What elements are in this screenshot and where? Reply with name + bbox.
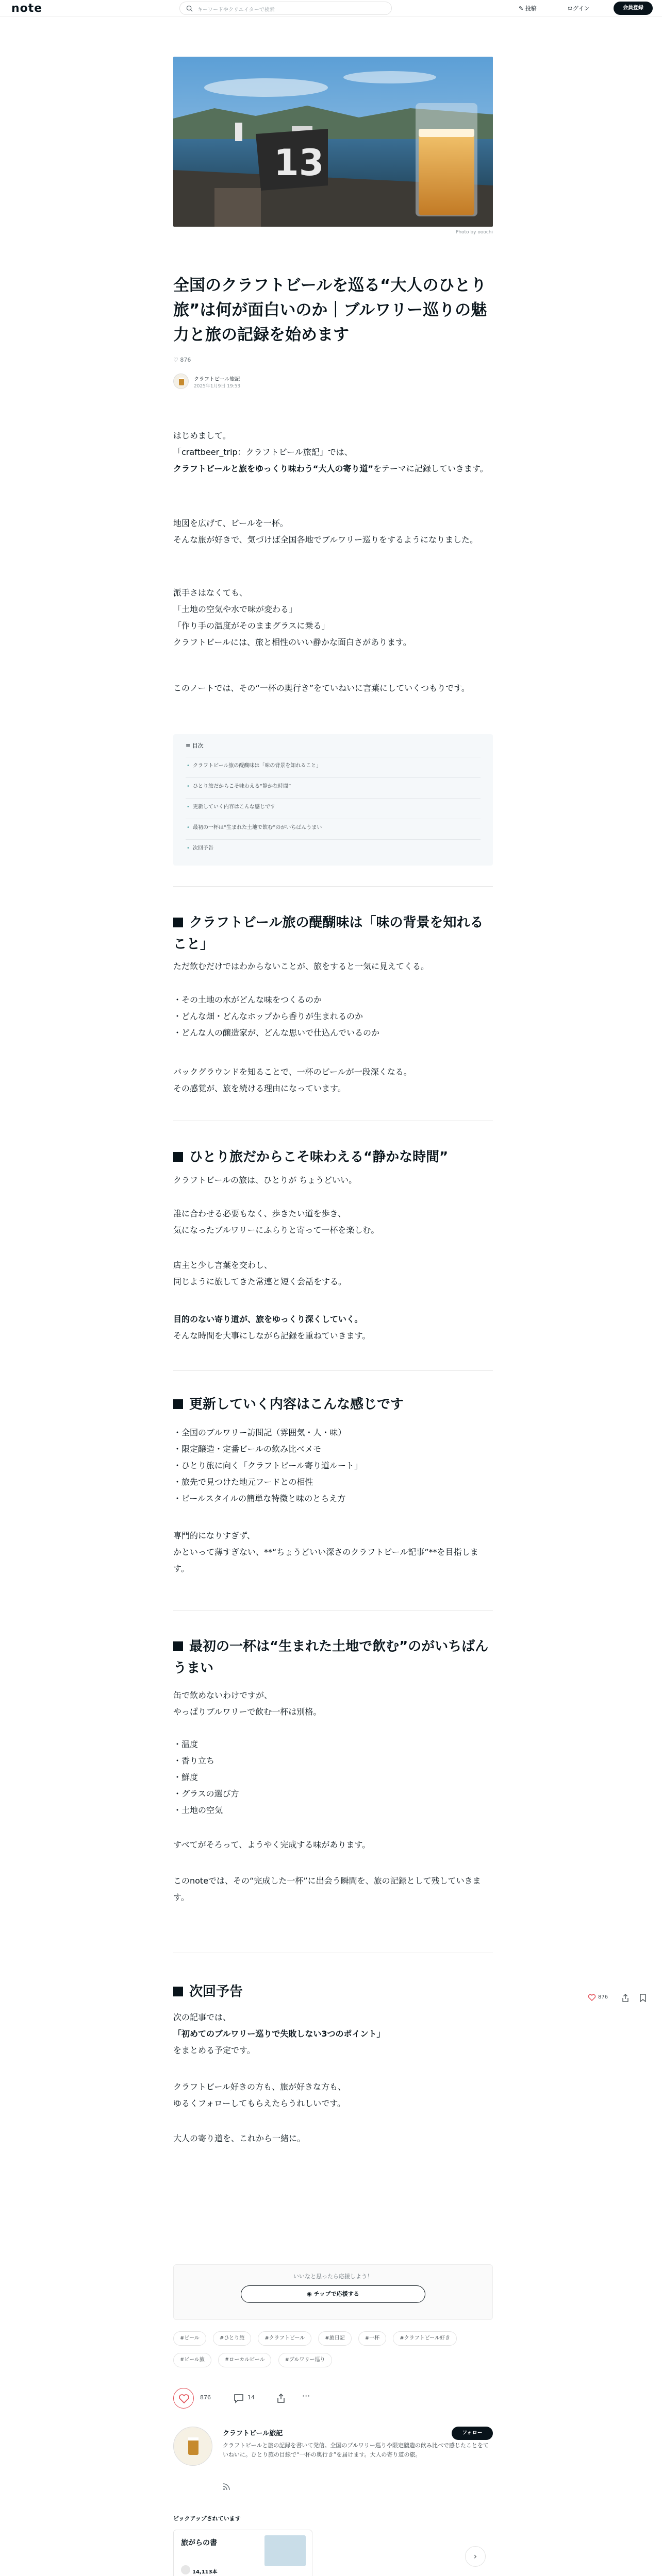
body-line: その感覚が、旅を続ける理由になっています。 [173,1083,346,1093]
section-heading: 更新していく内容はこんな感じです [173,1394,493,1415]
body-line: バックグラウンドを知ることで、一杯のビールが一段深くなる。 [173,1067,412,1077]
toc-item[interactable]: • 次回予告 [186,839,481,857]
section-body [173,1064,493,1097]
section-heading: クラフトビール旅の醍醐味は「味の背景を知れること」 [173,912,493,955]
comment-icon[interactable] [233,2393,244,2403]
section-body [173,958,493,975]
search-icon [186,5,193,12]
list-icon: ≡ [186,742,192,749]
section-body [173,1528,493,1577]
intro-paragraph-4: このノートでは、その“一杯の奥行き”をていねいに言葉にしていくつもりです。 [173,683,470,693]
intro-paragraph-1 [173,428,493,477]
intro-line: はじめまして。 [173,431,231,440]
hashtag[interactable]: #ビール [173,2331,206,2346]
section-body: すべてがそろって、ようやく完成する味があります。 [173,1840,371,1850]
magazine-count: 14,113本 [192,2569,218,2575]
hashtag[interactable]: #一杯 [358,2331,386,2346]
hero-photo [173,57,493,227]
author-card-name[interactable]: クラフトビール旅記 [223,2430,283,2437]
bold-line: 目的のない寄り道が、旅をゆっくり深くしていく。 [173,1314,363,1324]
like-count: 876 [200,2394,211,2401]
hashtag[interactable]: #ローカルビール [218,2353,272,2367]
body-line: ただ飲むだけではわからないことが、旅をすると一気に見えてくる。 [173,961,429,971]
divider [173,1610,493,1611]
section-body [173,1257,493,1290]
list-line: ・限定醸造・定番ビールの飲み比べメモ [173,1444,322,1454]
chevron-right-icon: › [473,2551,477,2561]
author-byline[interactable] [173,374,338,394]
toc-item[interactable]: • クラフトビール旅の醍醐味は「味の背景を知れること」 [186,757,481,774]
heart-icon [174,2388,194,2409]
intro-paragraph-2 [173,515,493,548]
signup-button[interactable]: 会員登録 [614,2,653,15]
body-line [173,1311,493,1328]
article-title: 全国のクラフトビールを巡る“大人のひとり旅”は何が面白いのか｜ブルワリー巡りの魅力と旅の記録を始めます [173,276,487,344]
bold-line: 「初めてのブルワリー巡りで失敗しない3つのポイント」 [173,2029,385,2039]
body-line: そんな時間を大事にしながら記録を重ねていきます。 [173,1331,371,1341]
divider [173,1370,493,1371]
toc-item[interactable]: • 最初の一杯は“生まれた土地で飲む”のがいちばんうまい [186,819,481,836]
pickup-title: ピックアップされています [173,2515,241,2522]
search-placeholder: キーワードやクリエイターで検索 [197,7,275,13]
magazine-avatar [181,2565,190,2574]
hashtag[interactable]: #ひとり旅 [213,2331,251,2346]
divider [173,886,493,887]
photo-credit: Photo by ooochi [455,230,493,235]
floating-actions [588,1993,660,2004]
intro-line-tail: をテーマに記録していきます。 [373,464,488,473]
intro-line: 地図を広げて、ビールを一杯。 [173,518,288,528]
list-line: ・全国のブルワリー訪問記（雰囲気・人・味） [173,1428,346,1437]
body-line: 同じように旅してきた常連と短く会話をする。 [173,1277,347,1286]
intro-bold: クラフトビールと旅をゆっくり味わう“大人の寄り道” [173,464,373,473]
list-line: ・鮮度 [173,1772,198,1782]
author-name[interactable]: クラフトビール旅記 [194,377,240,382]
intro-paragraph-3 [173,585,493,651]
section-heading: 次回予告 [173,1981,493,2003]
intro-line: 「作り手の温度がそのままグラスに乗る」 [173,621,330,631]
toc-item[interactable]: • 更新していく内容はこんな感じです [186,798,481,816]
list-line: ・温度 [173,1739,198,1749]
hashtag-list [173,2331,493,2375]
section-body [173,1206,493,1239]
floating-like-count: 876 [598,1994,608,2000]
body-line: かといって薄すぎない、**“ちょうどいい深さのクラフトビール記事”**を目指します。 [173,1547,478,1573]
intro-line: 「土地の空気や水で味が変わる」 [173,604,297,614]
list-line: ・土地の空気 [173,1805,223,1815]
comment-count: 14 [247,2394,255,2401]
section-heading: ひとり旅だからこそ味わえる“静かな時間” [173,1146,493,1168]
tip-button[interactable] [241,2285,425,2303]
section-body [173,2009,493,2059]
author-avatar-image [174,374,189,389]
svg-text:13: 13 [274,142,324,184]
note-logo[interactable]: note [11,2,43,15]
magazine-title: 旅がらの書 [181,2539,217,2547]
like-count-top[interactable] [173,357,191,363]
body-line: をまとめる予定です。 [173,2045,255,2055]
body-line: 次の記事では、 [173,2012,231,2022]
support-text: いいなと思ったら応援しよう！ [293,2273,373,2280]
hero-image [173,57,493,227]
search-box[interactable] [179,2,392,15]
carousel-next-button[interactable] [465,2546,486,2567]
heart-icon[interactable] [588,1994,596,2001]
intro-line: 「craftbeer_trip：クラフトビール旅記」では、 [173,447,353,457]
hashtag[interactable]: #旅日記 [318,2331,351,2346]
like-button[interactable] [173,2388,194,2409]
body-line [173,2026,493,2042]
more-options-icon[interactable]: ··· [302,2391,310,2401]
body-line: ゆるくフォローしてもらえたらうれしいです。 [173,2098,345,2108]
share-icon[interactable] [276,2393,286,2403]
hashtag[interactable]: #ブルワリー巡り [278,2353,332,2367]
follow-button[interactable]: フォロー [452,2427,493,2440]
site-header [0,0,662,16]
rss-icon[interactable] [223,2483,230,2490]
section-body: クラフトビールの旅は、ひとりが ちょうどいい。 [173,1175,357,1185]
toc-heading-label: 目次 [192,742,204,749]
author-avatar[interactable] [173,374,189,389]
section-body [173,1311,493,1344]
body-line: 誰に合わせる必要もなく、歩きたい道を歩き、 [173,1209,346,1218]
pencil-icon: ✎ [519,5,525,12]
hashtag[interactable]: #ビール旅 [173,2353,211,2367]
section-body [173,1687,493,1720]
intro-line: そんな旅が好きで、気づけば全国各地でブルワリー巡りをするようになりました。 [173,535,478,545]
author-avatar-large[interactable] [173,2427,212,2466]
article-actions [173,2388,493,2409]
section-heading: 最初の一杯は“生まれた土地で飲む”のがいちばんうまい [173,1636,493,1679]
author-avatar-image [174,2427,212,2466]
post-button[interactable] [519,4,537,12]
body-line: 缶で飲めないわけですが、 [173,1690,273,1700]
share-icon[interactable] [622,1994,629,2002]
section-body [173,2079,493,2112]
body-line: 専門的になりすぎず、 [173,1531,255,1540]
pickup-carousel [173,2530,493,2576]
toc-heading[interactable] [186,741,204,750]
body-line: 気になったブルワリーにふらりと寄って一杯を楽しむ。 [173,1225,379,1235]
tip-button-label: チップで応援する [313,2291,359,2297]
list-line: ・香り立ち [173,1756,215,1766]
section-body: このnoteでは、その“完成した一杯”に出会う瞬間を、旅の記録として残していきます。 [173,1876,481,1902]
login-button[interactable]: ログイン [567,5,590,12]
list-line: ・グラスの選び方 [173,1789,239,1799]
hashtag[interactable]: #クラフトビール好き [393,2331,457,2346]
list-line: ・旅先で見つけた地元フードとの相性 [173,1477,313,1487]
list-line: ・ビールスタイルの簡単な特徴と味のとらえ方 [173,1494,346,1503]
tip-icon: ◉ [307,2291,314,2297]
intro-line: クラフトビールには、旅と相性のいい静かな面白さがあります。 [173,637,411,647]
body-line: 店主と少し言葉を交わし、 [173,1260,273,1270]
list-line: ・どんな人の醸造家が、どんな思いで仕込んでいるのか [173,1028,380,1038]
like-count: 876 [180,357,191,363]
list-line: ・どんな畑・どんなホップから香りが生まれるのか [173,1011,363,1021]
hashtag[interactable]: #クラフトビール [258,2331,311,2346]
bookmark-icon[interactable] [639,1994,647,2002]
table-of-contents [173,734,493,866]
heart-icon: ♡ [173,357,180,363]
tip-support-box [173,2264,493,2320]
list-line: ・その土地の水がどんな味をつくるのか [173,995,322,1005]
magazine-card[interactable] [173,2530,312,2576]
body-line: クラフトビール好きの方も、旅が好きな方も、 [173,2082,346,2092]
publish-date: 2025年1月9日 19:53 [194,384,241,389]
magazine-thumbnail [264,2535,306,2566]
section-list [173,1736,493,1819]
author-description: クラフトビールと旅の記録を書いて発信。全国のブルワリー巡りや限定醸造の飲み比べで感じたことをていねいに。ひとり旅の目線で“一杯の奥行き”を届けます。大人の寄り道の旅。 [223,2442,489,2458]
body-line: やっぱりブルワリーで飲む一杯は別格。 [173,1707,322,1717]
intro-line: 派手さはなくても、 [173,588,248,598]
intro-line [173,461,493,477]
post-label: 投稿 [525,5,537,12]
author-card [173,2427,493,2499]
toc-item[interactable]: • ひとり旅だからこそ味わえる“静かな時間” [186,777,481,795]
section-body: 大人の寄り道を、これから一緒に。 [173,2133,306,2143]
section-list [173,1425,493,1507]
section-list [173,992,493,1041]
list-line: ・ひとり旅に向く「クラフトビール寄り道ルート」 [173,1461,363,1470]
